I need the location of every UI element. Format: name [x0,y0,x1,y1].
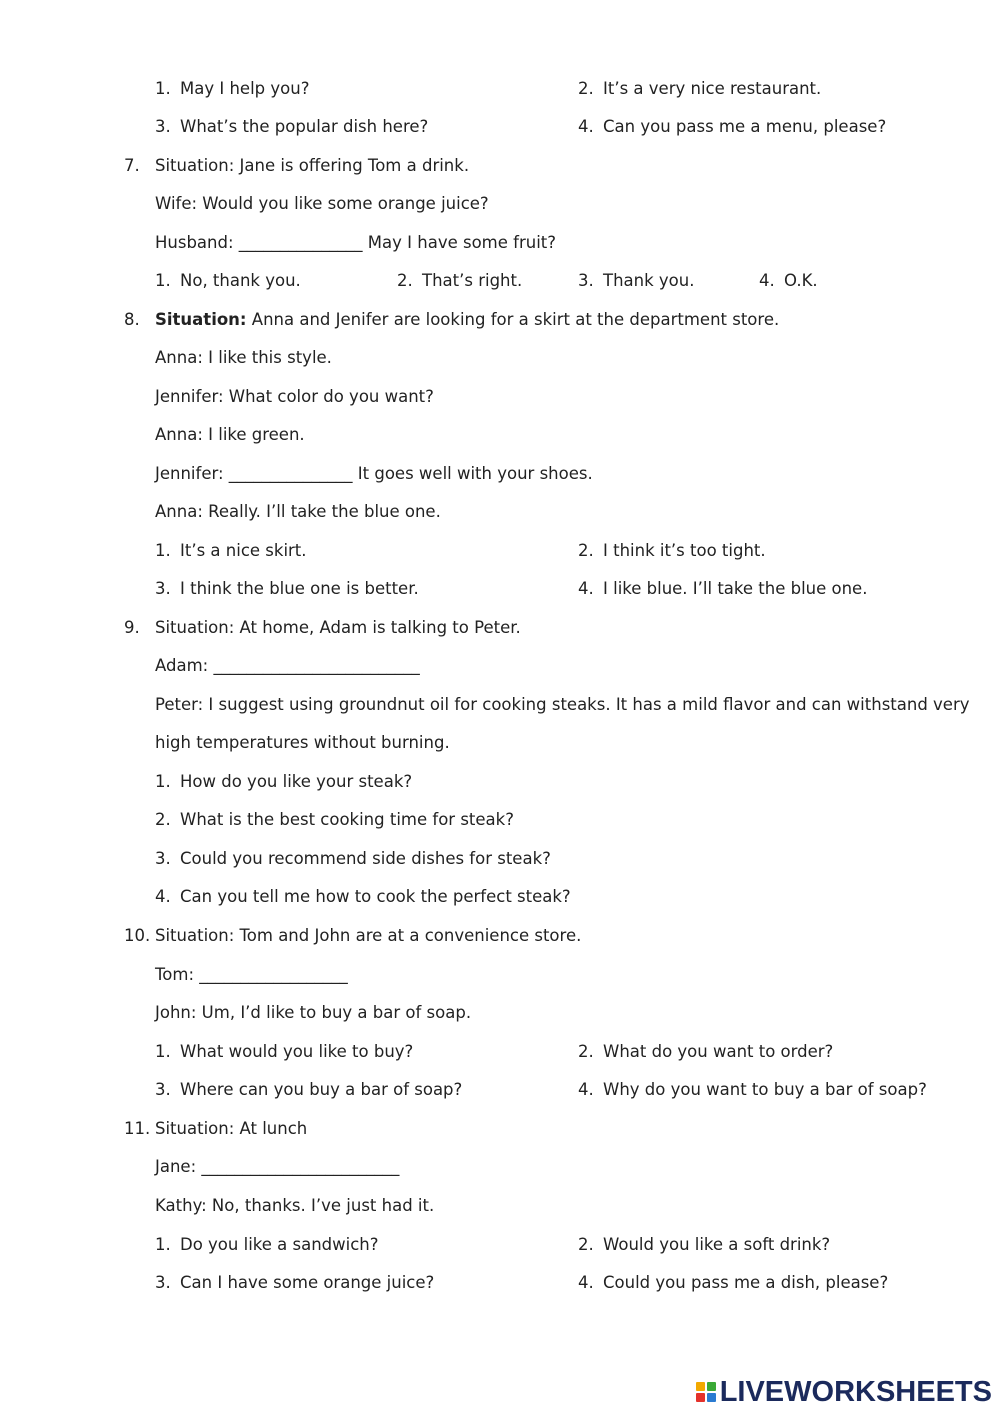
q11-option-4[interactable]: 4. Could you pass me a dish, please? [578,1273,889,1292]
q10-option-1[interactable]: 1. What would you like to buy? [155,1042,414,1061]
q6-option-1[interactable]: 1. May I help you? [155,79,310,98]
logo-square-1 [696,1382,705,1391]
q7-option-3[interactable]: 3. Thank you. [578,271,695,290]
q8-number: 8. [124,310,140,329]
q8-dialogue-3: Anna: I like green. [155,425,305,444]
option-number: 4. [578,117,594,136]
answer-blank[interactable]: Jennifer: _______________ [155,464,353,483]
q8-option-3[interactable]: 3. I think the blue one is better. [155,579,419,598]
q10-situation: Situation: Tom and John are at a convenience store. [155,926,582,945]
q9-number: 9. [124,618,140,637]
q7-number: 7. [124,156,140,175]
q6-option-3[interactable]: 3. What’s the popular dish here? [155,117,429,136]
q8-dialogue-2: Jennifer: What color do you want? [155,387,434,406]
q10-option-3[interactable]: 3. Where can you buy a bar of soap? [155,1080,463,1099]
logo-text: LIVEWORKSHEETS [719,1375,992,1408]
q8-situation: Situation: Anna and Jenifer are looking for a skirt at the department store. [155,310,780,329]
q10-dialogue-john: John: Um, I’d like to buy a bar of soap. [155,1003,472,1022]
q6-option-2[interactable]: 2. It’s a very nice restaurant. [578,79,822,98]
q9-dialogue-adam[interactable]: Adam: _________________________ [155,656,420,675]
answer-blank[interactable]: Husband: _______________ [155,233,363,252]
q7-dialogue-wife: Wife: Would you like some orange juice? [155,194,489,213]
q8-dialogue-5: Anna: Really. I’ll take the blue one. [155,502,441,521]
q7-option-1[interactable]: 1. No, thank you. [155,271,301,290]
q11-number: 11. [124,1119,151,1138]
q11-option-3[interactable]: 3. Can I have some orange juice? [155,1273,435,1292]
q11-situation: Situation: At lunch [155,1119,308,1138]
option-number: 3. [155,117,171,136]
logo-square-3 [696,1393,705,1402]
liveworksheets-logo[interactable] [696,1377,992,1407]
logo-square-4 [707,1393,716,1402]
q9-option-2[interactable]: 2. What is the best cooking time for steak? [155,810,514,829]
q9-option-3[interactable]: 3. Could you recommend side dishes for steak? [155,849,551,868]
q9-situation: Situation: At home, Adam is talking to Peter. [155,618,521,637]
q8-dialogue-1: Anna: I like this style. [155,348,332,367]
q11-option-1[interactable]: 1. Do you like a sandwich? [155,1235,379,1254]
logo-square-2 [707,1382,716,1391]
q7-option-2[interactable]: 2. That’s right. [397,271,523,290]
q11-option-2[interactable]: 2. Would you like a soft drink? [578,1235,831,1254]
q9-option-1[interactable]: 1. How do you like your steak? [155,772,413,791]
q8-option-2[interactable]: 2. I think it’s too tight. [578,541,766,560]
q11-dialogue-jane[interactable]: Jane: ________________________ [155,1157,400,1176]
q9-option-4[interactable]: 4. Can you tell me how to cook the perfect steak? [155,887,571,906]
logo-icon [696,1382,716,1402]
q8-option-4[interactable]: 4. I like blue. I’ll take the blue one. [578,579,868,598]
q9-dialogue-peter-cont: high temperatures without burning. [155,733,450,752]
q10-option-2[interactable]: 2. What do you want to order? [578,1042,834,1061]
q11-dialogue-kathy: Kathy: No, thanks. I’ve just had it. [155,1196,435,1215]
q9-dialogue-peter: Peter: I suggest using groundnut oil for cooking steaks. It has a mild flavor and can withstand very [155,695,970,714]
option-number: 2. [578,79,594,98]
q8-option-1[interactable]: 1. It’s a nice skirt. [155,541,307,560]
q7-situation: Situation: Jane is offering Tom a drink. [155,156,470,175]
q7-dialogue-husband: Husband: _______________ May I have some fruit? [155,233,557,252]
q8-dialogue-4: Jennifer: _______________ It goes well with your shoes. [155,464,593,483]
q7-option-4[interactable]: 4. O.K. [759,271,818,290]
q10-option-4[interactable]: 4. Why do you want to buy a bar of soap? [578,1080,927,1099]
option-number: 1. [155,79,171,98]
q10-dialogue-tom[interactable]: Tom: __________________ [155,965,348,984]
q6-option-4[interactable]: 4. Can you pass me a menu, please? [578,117,887,136]
q10-number: 10. [124,926,151,945]
